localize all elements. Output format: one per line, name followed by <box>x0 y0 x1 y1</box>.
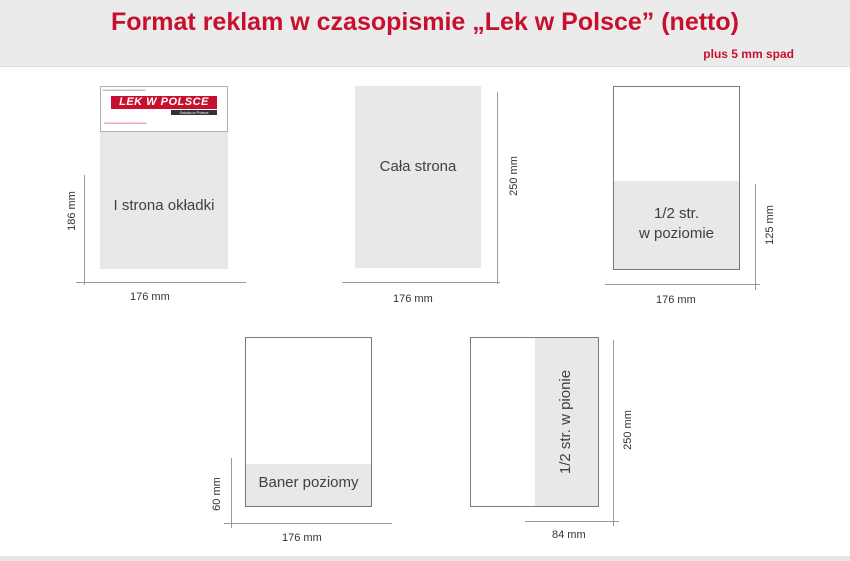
dim-full-page-height: 250 mm <box>508 156 520 196</box>
dim-line-cover-width <box>76 282 246 283</box>
dim-line-half-vertical-height <box>613 340 614 526</box>
cover-logo: LEK W POLSCE <box>111 96 217 109</box>
cover-masthead-text: ▪▪▪▪▪▪▪▪▪▪▪▪▪▪▪▪▪▪▪▪▪▪▪▪▪▪▪▪▪▪▪▪▪▪▪▪▪▪▪▪ <box>103 88 146 92</box>
dim-full-page-width: 176 mm <box>393 293 433 305</box>
dim-banner-height: 60 mm <box>211 477 223 511</box>
dim-line-banner-width <box>224 523 392 524</box>
format-label-cover: I strona okładki <box>113 197 215 214</box>
dim-line-full-page-width <box>342 282 500 283</box>
footer-bar <box>0 556 850 561</box>
format-label-full-page: Cała strona <box>379 158 457 175</box>
cover-masthead-line: ▪▪▪▪▪▪▪▪▪▪▪▪▪▪▪▪▪▪▪▪▪▪▪▪▪▪▪▪▪▪▪▪▪▪▪▪▪▪▪▪ <box>104 121 147 125</box>
dim-line-banner-height <box>231 458 232 528</box>
header-bar <box>0 0 850 67</box>
page-title: Format reklam w czasopismie „Lek w Polsce” (netto) <box>111 8 739 36</box>
dim-line-half-horizontal-height <box>755 184 756 290</box>
dim-half-horizontal-width: 176 mm <box>656 294 696 306</box>
dim-line-half-horizontal-width <box>605 284 760 285</box>
dim-cover-height: 186 mm <box>66 191 78 231</box>
dim-banner-width: 176 mm <box>282 532 322 544</box>
dim-half-vertical-width: 84 mm <box>552 529 586 541</box>
format-full-page <box>355 86 481 268</box>
dim-line-full-page-height <box>497 92 498 284</box>
dim-line-half-vertical-width <box>525 521 619 522</box>
cover-masthead <box>100 86 228 132</box>
format-label-half-vertical: 1/2 str. w pionie <box>557 369 574 475</box>
format-label-half-horizontal: 1/2 str. w poziomie <box>638 205 715 242</box>
dim-half-horizontal-height: 125 mm <box>764 205 776 245</box>
cover-logo-sub: Szkoła w Polsce <box>171 110 217 115</box>
dim-cover-width: 176 mm <box>130 291 170 303</box>
format-label-banner: Baner poziomy <box>258 474 359 491</box>
page-subtitle: plus 5 mm spad <box>703 47 794 61</box>
dim-half-vertical-height: 250 mm <box>622 410 634 450</box>
dim-line-cover-height <box>84 175 85 285</box>
